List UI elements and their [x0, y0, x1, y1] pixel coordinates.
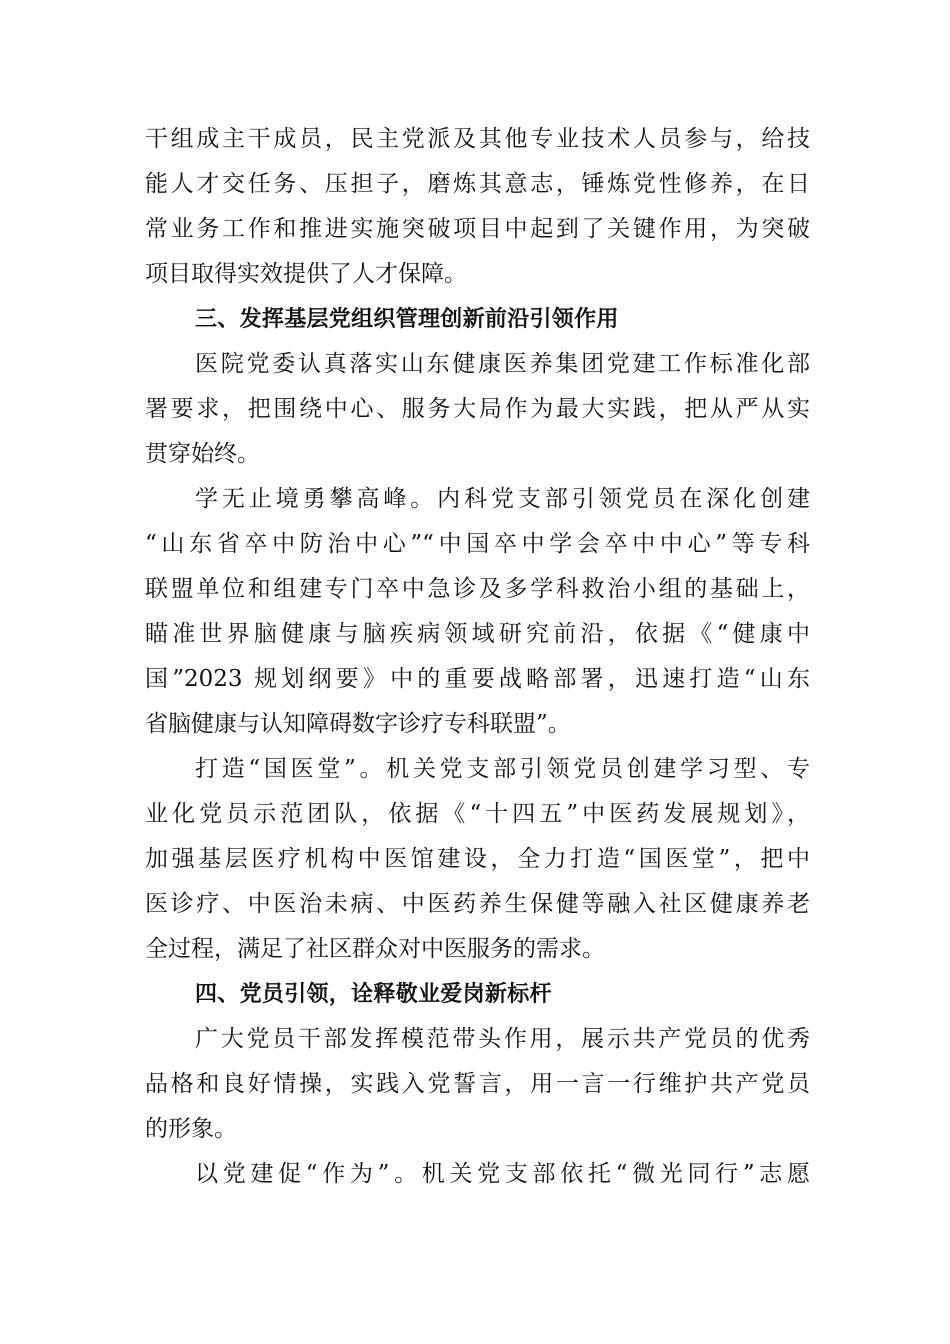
- section-heading: 四、党员引领，诠释敬业爱岗新标杆: [195, 982, 552, 1007]
- text-line: 广大党员干部发挥模范带头作用，展示共产党员的优秀: [195, 1026, 810, 1052]
- text-line: 品格和良好情操，实践入党誓言，用一言一行维护共产党员: [145, 1071, 810, 1097]
- document-body: [145, 117, 810, 1197]
- text-line: 能人才交任务、压担子，磨炼其意志，锤炼党性修养，在日: [145, 171, 810, 197]
- text-line: 国”2023 规划纲要》中的重要战略部署，迅速打造“山东: [145, 666, 810, 692]
- text-line: 署要求，把围绕中心、服务大局作为最大实践，把从严从实: [145, 396, 810, 422]
- paragraph: [145, 117, 810, 297]
- text-line: “山东省卒中防治中心”“中国卒中学会卒中中心”等专科: [145, 531, 810, 557]
- text-line: 加强基层医疗机构中医馆建设，全力打造“国医堂”，把中: [145, 846, 810, 872]
- paragraph: [145, 1017, 810, 1152]
- text-line: 的形象。: [145, 1116, 237, 1142]
- text-line: 贯穿始终。: [145, 441, 260, 467]
- text-line: 项目取得实效提供了人才保障。: [145, 261, 467, 287]
- section-heading: 三、发挥基层党组织管理创新前沿引领作用: [195, 307, 619, 332]
- text-line: 以党建促“作为”。机关党支部依托“微光同行”志愿: [195, 1161, 810, 1187]
- paragraph: [145, 477, 810, 747]
- text-line: 业化党员示范团队，依据《“十四五”中医药发展规划》，: [145, 801, 810, 827]
- paragraph: [145, 1152, 810, 1197]
- paragraph: [145, 342, 810, 477]
- text-line: 干组成主干成员，民主党派及其他专业技术人员参与，给技: [145, 126, 810, 152]
- text-line: 瞄准世界脑健康与脑疾病领域研究前沿，依据《“健康中: [145, 621, 810, 647]
- text-line: 省脑健康与认知障碍数字诊疗专科联盟”。: [145, 711, 571, 737]
- text-line: 常业务工作和推进实施突破项目中起到了关键作用，为突破: [145, 216, 810, 242]
- text-line: 医诊疗、中医治未病、中医药养生保健等融入社区健康养老: [145, 891, 810, 917]
- text-line: 打造“国医堂”。机关党支部引领党员创建学习型、专: [195, 756, 810, 782]
- text-line: 联盟单位和组建专门卒中急诊及多学科救治小组的基础上，: [145, 576, 810, 602]
- text-line: 学无止境勇攀高峰。内科党支部引领党员在深化创建: [195, 486, 810, 512]
- paragraph: [145, 747, 810, 972]
- text-line: 医院党委认真落实山东健康医养集团党建工作标准化部: [195, 351, 810, 377]
- text-line: 全过程，满足了社区群众对中医服务的需求。: [145, 936, 605, 962]
